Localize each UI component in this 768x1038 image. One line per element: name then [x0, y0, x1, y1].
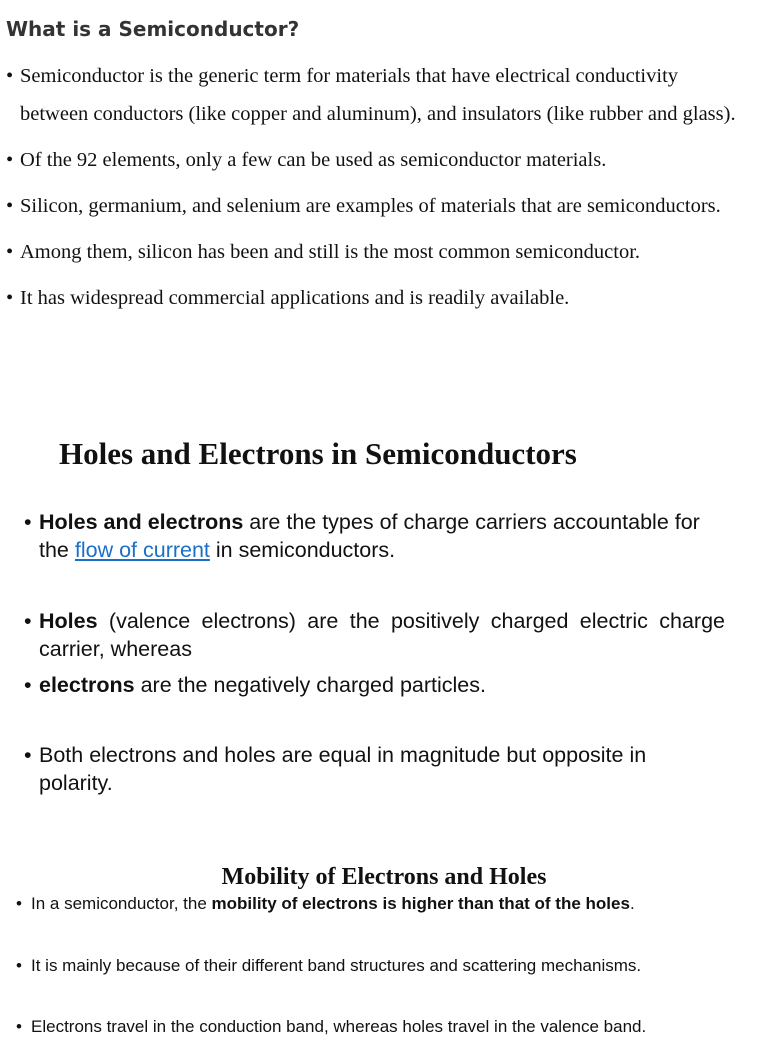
- item-text: In a semiconductor, the: [31, 894, 212, 913]
- section-title-holes-electrons: Holes and Electrons in Semiconductors: [59, 436, 577, 471]
- item-text: It is mainly because of their different band structures and scattering mechanisms.: [31, 956, 642, 975]
- item-text: (valence electrons) are the positively charged electric charge carrier, whereas: [39, 609, 725, 661]
- list-item-charge-carriers: [24, 508, 725, 564]
- bullet-icon: •: [24, 743, 32, 767]
- section-title-semiconductor: What is a Semiconductor?: [6, 17, 300, 41]
- bullet-icon: •: [16, 894, 22, 913]
- bold-term: Holes and electrons: [39, 510, 244, 534]
- item-text: Electrons travel in the conduction band, whereas holes travel in the valence band.: [31, 1017, 647, 1036]
- flow-of-current-link[interactable]: flow of current: [74, 538, 210, 562]
- bold-term: mobility of electrons is higher than that of the holes: [211, 894, 630, 913]
- list-item-mobility: [16, 893, 768, 915]
- list-item: • Among them, silicon has been and still is the most common semiconductor.: [6, 233, 748, 271]
- bold-term: Holes: [39, 609, 98, 633]
- list-item-magnitude: [24, 741, 725, 797]
- list-item-holes: [24, 607, 725, 663]
- semiconductor-bullet-list: [6, 57, 748, 325]
- item-text: are the types of charge carriers accountable for the: [39, 510, 700, 562]
- item-text: Both electrons and holes are equal in magnitude but opposite in polarity.: [39, 743, 647, 795]
- list-item: • Silicon, germanium, and selenium are examples of materials that are semiconductors.: [6, 187, 748, 225]
- section-title-mobility: Mobility of Electrons and Holes: [221, 864, 547, 890]
- bullet-icon: •: [24, 673, 32, 697]
- bullet-icon: •: [16, 1017, 22, 1036]
- bullet-icon: •: [24, 609, 32, 633]
- list-item-band-structures: [16, 955, 768, 977]
- item-text: are the negatively charged particles.: [134, 673, 486, 697]
- list-item: • It has widespread commercial applications and is readily available.: [6, 279, 748, 317]
- item-text: in semiconductors.: [209, 538, 396, 562]
- bullet-icon: •: [24, 510, 32, 534]
- list-item-electrons: [24, 671, 725, 699]
- list-item-bands-travel: [16, 1016, 768, 1038]
- list-item: • Semiconductor is the generic term for materials that have electrical conductivity between conductors (like copper and aluminum), and insulators (like rubber and glass).: [6, 57, 748, 133]
- list-item: • Of the 92 elements, only a few can be used as semiconductor materials.: [6, 141, 748, 179]
- bold-term: electrons: [39, 673, 135, 697]
- bullet-icon: •: [16, 956, 22, 975]
- item-text: .: [629, 894, 635, 913]
